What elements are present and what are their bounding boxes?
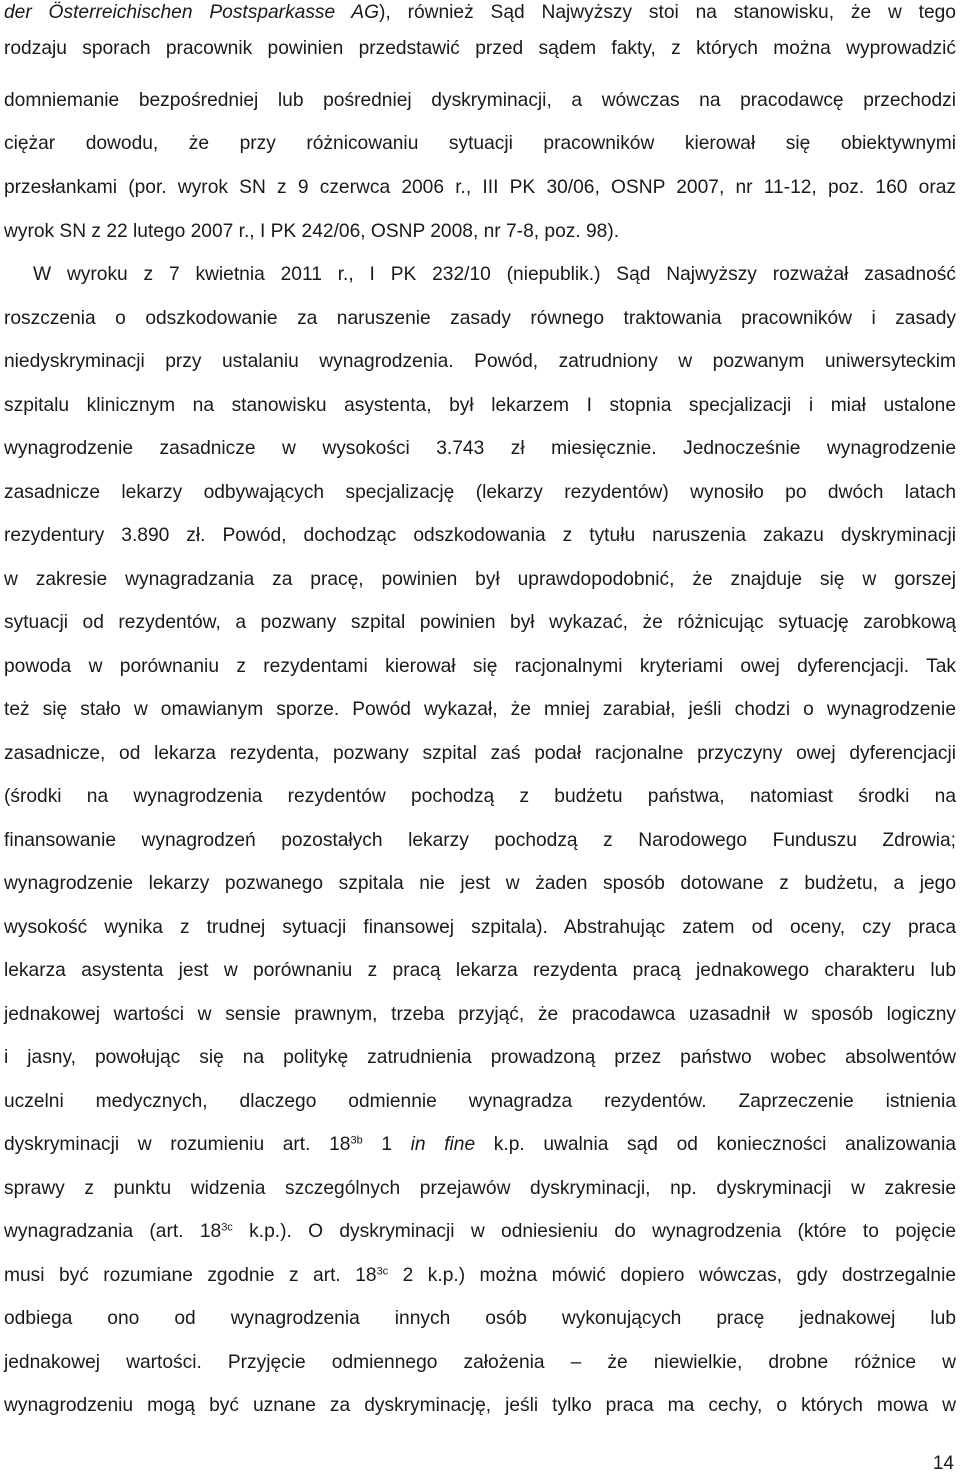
text-line: wynagrodzenie lekarzy pozwanego szpitala nie jest w żaden sposób dotowane z budżetu, a jego: [4, 873, 956, 894]
text-line: zasadnicze lekarzy odbywających specjalizację (lekarzy rezydentów) wynosiło po dwóch latach: [4, 482, 956, 503]
text-line: lekarza asystenta jest w porównaniu z pracą lekarza rezydenta pracą jednakowego charakteru lub: [4, 960, 956, 981]
text-line: wynagrodzeniu mogą być uznane za dyskryminację, jeśli tylko praca ma cechy, o których mowa w: [4, 1395, 956, 1416]
text-line: przesłankami (por. wyrok SN z 9 czerwca 2006 r., III PK 30/06, OSNP 2007, nr 11-12, poz. 160 oraz: [4, 177, 956, 198]
text-line: niedyskryminacji przy ustalaniu wynagrodzenia. Powód, zatrudniony w pozwanym uniwersyteckim: [4, 351, 956, 372]
text-line: W wyroku z 7 kwietnia 2011 r., I PK 232/10 (niepublik.) Sąd Najwyższy rozważał zasadność: [33, 264, 956, 285]
text-line: der Österreichischen Postsparkasse AG), również Sąd Najwyższy stoi na stanowisku, że w tego: [4, 2, 956, 23]
text-line: (środki na wynagrodzenia rezydentów pochodzą z budżetu państwa, natomiast środki na: [4, 786, 956, 807]
text-line: powoda w porównaniu z rezydentami kierował się racjonalnymi kryteriami owej dyferencjacji. Tak: [4, 656, 956, 677]
text-line: zasadnicze, od lekarza rezydenta, pozwany szpital zaś podał racjonalne przyczyny owej dyferencjacji: [4, 743, 956, 764]
text-line: jednakowej wartości. Przyjęcie odmiennego założenia – że niewielkie, drobne różnice w: [4, 1352, 956, 1373]
text-line: sprawy z punktu widzenia szczególnych przejawów dyskryminacji, np. dyskryminacji w zakresie: [4, 1178, 956, 1199]
text-line: musi być rozumiane zgodnie z art. $18^{3c}$ 2 k.p.) można mówić dopiero wówczas, gdy dostrzegalnie: [4, 1265, 957, 1286]
text-line: odbiega ono od wynagrodzenia innych osób wykonujących pracę jednakowej lub: [4, 1308, 956, 1329]
text-line: domniemanie bezpośredniej lub pośredniej dyskryminacji, a wówczas na pracodawcę przechodzi: [4, 90, 956, 111]
text-line: rodzaju sporach pracownik powinien przedstawić przed sądem fakty, z których można wyprowadzić: [4, 38, 956, 59]
page-number: 14: [932, 1453, 954, 1474]
text-line: wynagrodzenie zasadnicze w wysokości 3.743 zł miesięcznie. Jednocześnie wynagrodzenie: [4, 438, 956, 459]
text-line: dyskryminacji w rozumieniu art. $18^{3b}$ 1 in fine k.p. uwalnia sąd od konieczności analizowania: [4, 1134, 957, 1155]
text-line: wysokość wynika z trudnej sytuacji finansowej szpitala). Abstrahując zatem od oceny, czy praca: [4, 917, 956, 938]
text-line: sytuacji od rezydentów, a pozwany szpital powinien był wykazać, że różnicując sytuację zarobkową: [4, 612, 956, 633]
text-line: wynagradzania (art. $18^{3c}$ k.p.). O dyskryminacji w odniesieniu do wynagrodzenia (które to pojęcie: [4, 1221, 956, 1242]
text-line: w zakresie wynagradzania za pracę, powinien był uprawdopodobnić, że znajduje się w gorszej: [4, 569, 956, 590]
text-line: i jasny, powołując się na politykę zatrudnienia prowadzoną przez państwo wobec absolwentów: [4, 1047, 956, 1068]
text-line: szpitalu klinicznym na stanowisku asystenta, był lekarzem I stopnia specjalizacji i miał ustalone: [4, 395, 956, 416]
text-line: rezydentury 3.890 zł. Powód, dochodząc odszkodowania z tytułu naruszenia zakazu dyskryminacji: [4, 525, 956, 546]
text-line: ciężar dowodu, że przy różnicowaniu sytuacji pracowników kierował się obiektywnymi: [4, 133, 956, 154]
text-line: wyrok SN z 22 lutego 2007 r., I PK 242/06, OSNP 2008, nr 7-8, poz. 98).: [4, 221, 620, 242]
text-line: uczelni medycznych, dlaczego odmiennie wynagradza rezydentów. Zaprzeczenie istnienia: [4, 1091, 956, 1112]
text-line: finansowanie wynagrodzeń pozostałych lekarzy pochodzą z Narodowego Funduszu Zdrowia;: [4, 830, 956, 851]
text-line: roszczenia o odszkodowanie za naruszenie zasady równego traktowania pracowników i zasady: [4, 308, 956, 329]
text-line: też się stało w omawianym sporze. Powód wykazał, że mniej zarabiał, jeśli chodzi o wynagrodzenie: [4, 699, 956, 720]
text-line: jednakowej wartości w sensie prawnym, trzeba przyjąć, że pracodawca uzasadnił w sposób logiczny: [4, 1004, 956, 1025]
